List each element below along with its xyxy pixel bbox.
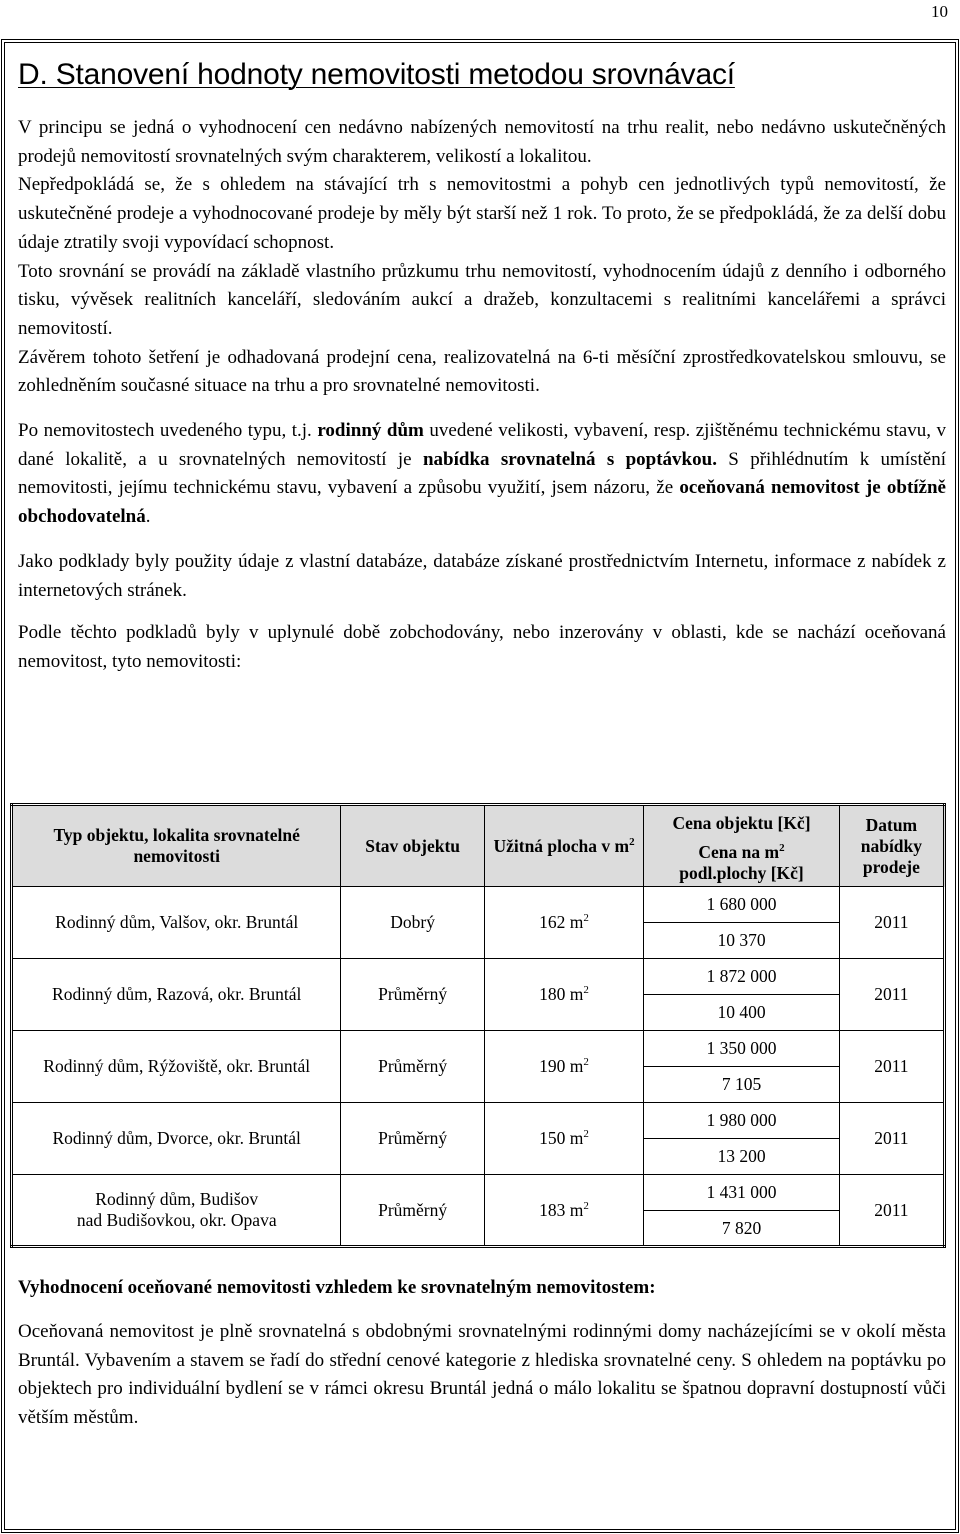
header-price-per-m2 — [644, 841, 840, 887]
table-row — [12, 1031, 945, 1067]
cell-area — [484, 1103, 643, 1175]
cell-state: Dobrý — [341, 887, 484, 959]
text-run-bold: rodinný dům — [317, 420, 424, 442]
paragraph-method: Toto srovnání se provádí na základě vlastního průzkumu trhu nemovitostí, vyhodnocením údajů z denního i odborného tisku, vývěsek realitních kanceláří, sledováním aukcí a dražeb, konzultacemi s realitními kancelářemi a správci nemovitostí. — [18, 260, 946, 339]
sup: 2 — [583, 912, 589, 924]
intro-text — [18, 114, 946, 677]
cell-area — [484, 887, 643, 959]
cell-name: Rodinný dům, Rýžoviště, okr. Bruntál — [12, 1031, 341, 1103]
section-heading: D. Stanovení hodnoty nemovitosti metodou srovnávací — [18, 58, 735, 91]
header-state: Stav objektu — [341, 805, 484, 887]
text-run: uvedené velikosti, vybavení, resp. zjištěnému technickému stavu, v dané lokalitě, a u srovnatelných nemovitostí je — [18, 420, 946, 470]
cell-name: Rodinný dům, Dvorce, okr. Bruntál — [12, 1103, 341, 1175]
page-number: 10 — [931, 2, 948, 21]
cell-price-m2: 7 105 — [644, 1067, 840, 1103]
header-area-label: Užitná plocha v m — [493, 835, 630, 856]
cell-name: Rodinný dům, Razová, okr. Bruntál — [12, 959, 341, 1031]
area-value: 180 m — [539, 984, 584, 1004]
cell-price: 1 680 000 — [644, 887, 840, 923]
cell-area — [484, 1031, 643, 1103]
area-value: 162 m — [539, 912, 584, 932]
cell-price-m2: 10 400 — [644, 995, 840, 1031]
sup: 2 — [583, 1199, 589, 1212]
cell-year: 2011 — [839, 1175, 944, 1247]
sup: 2 — [629, 835, 635, 848]
sup: 2 — [583, 1128, 589, 1140]
table-row — [12, 959, 945, 995]
name-line: nad Budišovkou, okr. Opava — [76, 1210, 277, 1230]
text-run-bold: nabídka srovnatelná s poptávkou. — [422, 448, 717, 470]
text-run: Po nemovitostech uvedeného typu, t.j. — [18, 420, 318, 442]
cell-state: Průměrný — [341, 1103, 484, 1175]
cell-price: 1 431 000 — [644, 1175, 840, 1211]
area-value: 150 m — [539, 1128, 584, 1148]
table-row — [12, 887, 945, 923]
paragraph-sources: Jako podklady byly použity údaje z vlastní databáze, databáze získané prostřednictvím Internetu, informace z nabídek z internetových stránek. — [18, 550, 946, 601]
cell-price-m2: 10 370 — [644, 923, 840, 959]
paragraph-principle: V principu se jedná o vyhodnocení cen nedávno nabízených nemovitostí na trhu realit, nebo nedávno uskutečněných prodejů nemovitostí srovnatelných svým charakterem, velikostí a lokalitou. — [18, 117, 946, 167]
table-row — [12, 1103, 945, 1139]
cell-price-m2: 13 200 — [644, 1139, 840, 1175]
header-date: Datum nabídky prodeje — [839, 805, 944, 887]
cell-year: 2011 — [839, 1031, 944, 1103]
sup: 2 — [583, 984, 589, 996]
paragraph-age: Nepředpokládá se, že s ohledem na stávající trh s nemovitostmi a pohyb cen jednotlivých typů nemovitostí, že uskutečněné prodeje a vyhodnocované prodeje by měly být starší než 1 rok. To proto, že se předpokládá, že za delší dobu údaje ztratily svoji vypovídací schopnost. — [18, 174, 946, 253]
text-run: S přihlédnutím k umístění nemovitosti, jejímu technickému stavu, vybavení a způsobu využití, jsem názoru, že — [18, 448, 946, 499]
cell-year: 2011 — [839, 959, 944, 1031]
text-run: . — [145, 506, 151, 528]
cell-state: Průměrný — [341, 959, 484, 1031]
cell-price: 1 980 000 — [644, 1103, 840, 1139]
cell-price-m2: 7 820 — [644, 1211, 840, 1247]
header-price-m2-label: Cena na m — [698, 842, 780, 863]
cell-state: Průměrný — [341, 1031, 484, 1103]
paragraph-list-intro: Podle těchto podkladů byly v uplynulé době zobchodovány, nebo inzerovány v oblasti, kde se nachází oceňovaná nemovitost, tyto nemovitosti: — [18, 622, 946, 672]
sup: 2 — [779, 842, 785, 855]
summary-title: Vyhodnocení oceňované nemovitosti vzhledem ke srovnatelným nemovitostem: — [18, 1277, 656, 1298]
sup: 2 — [583, 1056, 589, 1068]
paragraph-market — [18, 417, 946, 532]
cell-name: Rodinný dům, Valšov, okr. Bruntál — [12, 887, 341, 959]
header-area — [484, 805, 643, 887]
header-type: Typ objektu, lokalita srovnatelné nemovitosti — [12, 805, 341, 887]
paragraph-conclusion: Závěrem tohoto šetření je odhadovaná prodejní cena, realizovatelná na 6-ti měsíční zprostředkovatelskou smlouvu, se zohledněním současné situace na trhu a pro srovnatelné nemovitosti. — [18, 346, 946, 397]
summary-text: Oceňovaná nemovitost je plně srovnatelná s obdobnými srovnatelnými rodinnými domy nacházejícími se v okolí města Bruntál. Vybavením a stavem se řadí do střední cenové kategorie z hlediska srovnatelné ceny. S ohledem na poptávku po objektech pro individuální bydlení se v rámci okresu Bruntál jedná o málo lokalitu se špatnou dopravní dostupností vůči větším městům. — [18, 1321, 946, 1429]
cell-price: 1 872 000 — [644, 959, 840, 995]
table-row — [12, 1175, 945, 1211]
name-line: Rodinný dům, Budišov — [95, 1189, 259, 1209]
area-value: 190 m — [539, 1056, 584, 1076]
cell-year: 2011 — [839, 887, 944, 959]
comparison-table — [10, 803, 946, 1248]
cell-area — [484, 959, 643, 1031]
cell-state: Průměrný — [341, 1175, 484, 1247]
cell-name — [12, 1175, 341, 1247]
header-price-m2-unit: podl.plochy [Kč] — [679, 863, 804, 884]
header-price: Cena objektu [Kč] — [644, 805, 840, 841]
cell-price: 1 350 000 — [644, 1031, 840, 1067]
area-value: 183 m — [539, 1199, 584, 1220]
cell-area — [484, 1175, 643, 1247]
text-run-bold: oceňovaná nemovitost je obtížně obchodovatelná — [18, 477, 946, 528]
cell-year: 2011 — [839, 1103, 944, 1175]
